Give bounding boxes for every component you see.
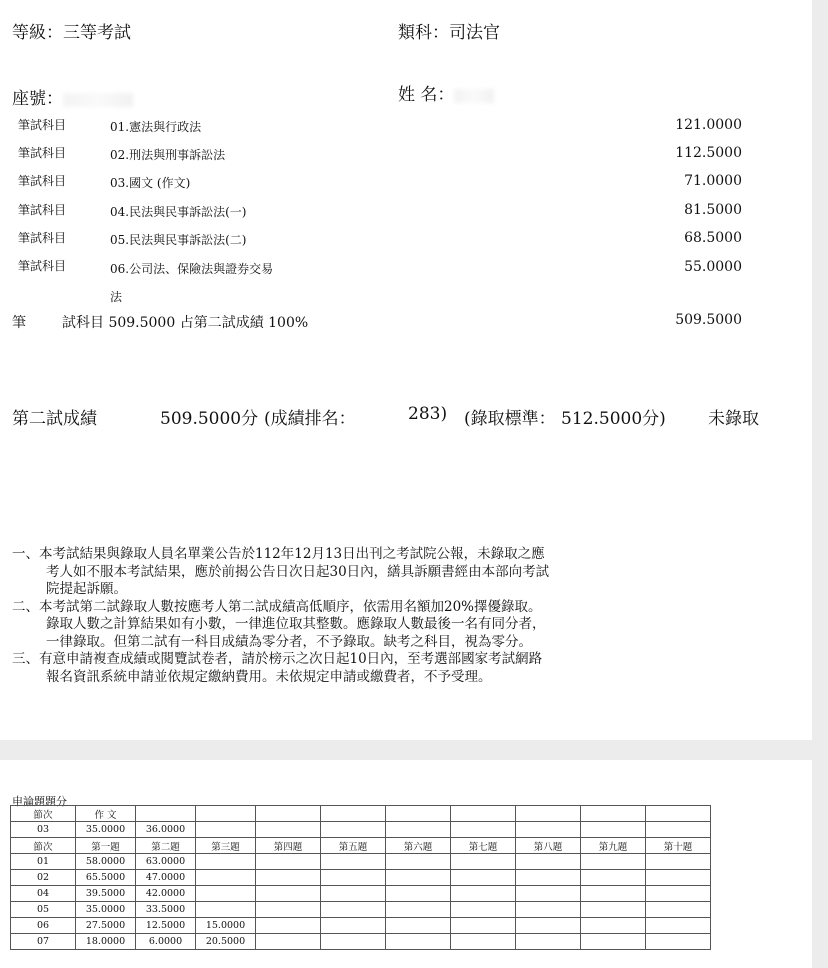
subject-name: 03.國文 (作文)	[110, 176, 191, 190]
table-cell	[256, 934, 321, 950]
table-cell	[321, 934, 386, 950]
table-cell: 01	[11, 854, 76, 870]
table-cell	[196, 854, 256, 870]
table-cell	[646, 822, 711, 838]
table-cell	[451, 806, 516, 822]
table-cell	[321, 886, 386, 902]
table-cell	[386, 822, 451, 838]
table-cell	[646, 934, 711, 950]
table-cell	[321, 854, 386, 870]
subject-score: 121.0000	[675, 117, 742, 133]
table-cell: 35.0000	[76, 822, 136, 838]
table-cell: 05	[11, 902, 76, 918]
table-cell	[451, 870, 516, 886]
table-cell: 03	[11, 822, 76, 838]
subject-name: 04.民法與民事訴訟法(一)	[110, 205, 247, 219]
subject-score: 112.5000	[675, 145, 742, 161]
subject-name: 02.刑法與刑事訴訟法	[110, 148, 226, 162]
table-row	[11, 934, 711, 950]
category-label: 類科：司法官	[398, 23, 500, 43]
second-exam-score: 509.5000分	[160, 409, 259, 429]
table-cell: 6.0000	[136, 934, 196, 950]
table-cell: 35.0000	[76, 902, 136, 918]
table-cell	[196, 870, 256, 886]
subject-score: 55.0000	[684, 259, 742, 275]
table-cell: 第三題	[196, 838, 256, 854]
table-cell: 36.0000	[136, 822, 196, 838]
essay-scores-page	[0, 760, 812, 968]
admission-standard: (錄取標準： 512.5000分)	[464, 409, 666, 429]
essay-title: 申論題題分	[12, 795, 67, 808]
table-cell	[646, 870, 711, 886]
table-cell: 27.5000	[76, 918, 136, 934]
subject-name: 06.公司法、保險法與證券交易	[110, 262, 274, 276]
name-label: 姓 名：	[398, 85, 455, 105]
table-cell	[256, 854, 321, 870]
table-cell	[451, 934, 516, 950]
subject-name-continued: 法	[110, 290, 123, 304]
essay-score-table	[10, 805, 711, 950]
table-row	[11, 838, 711, 854]
table-cell	[321, 822, 386, 838]
table-cell	[581, 854, 646, 870]
table-cell	[451, 918, 516, 934]
table-cell: 第七題	[451, 838, 516, 854]
table-cell	[516, 870, 581, 886]
note-line: 院提起訴願。	[46, 581, 127, 597]
table-cell: 39.5000	[76, 886, 136, 902]
total-score: 509.5000	[675, 312, 742, 328]
table-cell	[581, 934, 646, 950]
seat-number	[12, 84, 133, 109]
table-cell	[516, 854, 581, 870]
table-row	[11, 886, 711, 902]
table-cell: 63.0000	[136, 854, 196, 870]
table-cell	[386, 854, 451, 870]
table-row	[11, 854, 711, 870]
table-cell: 作 文	[76, 806, 136, 822]
result-status: 未錄取	[708, 409, 759, 429]
table-cell	[646, 902, 711, 918]
table-cell	[516, 886, 581, 902]
table-row	[11, 822, 711, 838]
subject-type: 筆試科目	[18, 203, 67, 217]
subject-type: 筆試科目	[18, 174, 67, 188]
table-cell: 第九題	[581, 838, 646, 854]
table-cell	[516, 918, 581, 934]
table-cell	[386, 806, 451, 822]
table-cell	[646, 886, 711, 902]
table-cell: 節次	[11, 838, 76, 854]
table-cell: 02	[11, 870, 76, 886]
rank-value: 283)	[408, 404, 448, 424]
table-cell	[581, 918, 646, 934]
table-cell: 18.0000	[76, 934, 136, 950]
table-cell: 節次	[11, 806, 76, 822]
table-cell: 65.5000	[76, 870, 136, 886]
table-cell: 06	[11, 918, 76, 934]
subject-type: 筆試科目	[18, 118, 67, 132]
table-cell	[256, 902, 321, 918]
table-cell	[516, 934, 581, 950]
table-cell: 15.0000	[196, 918, 256, 934]
table-cell: 47.0000	[136, 870, 196, 886]
table-cell: 第一題	[76, 838, 136, 854]
table-cell	[196, 806, 256, 822]
table-cell	[321, 918, 386, 934]
subject-type: 筆試科目	[18, 259, 67, 273]
table-cell	[516, 822, 581, 838]
redacted-seat	[63, 93, 133, 107]
table-cell	[386, 886, 451, 902]
table-cell	[321, 902, 386, 918]
table-cell	[256, 886, 321, 902]
level-label: 等級：三等考試	[12, 23, 131, 43]
table-cell: 04	[11, 886, 76, 902]
note-line: 一、本考試結果與錄取人員名單業公告於112年12月13日出刊之考試院公報，未錄取之應	[12, 546, 545, 562]
table-cell: 42.0000	[136, 886, 196, 902]
table-cell	[581, 902, 646, 918]
subject-score: 81.5000	[684, 202, 742, 218]
table-cell	[256, 918, 321, 934]
table-row	[11, 870, 711, 886]
subject-name: 05.民法與民事訴訟法(二)	[110, 233, 247, 247]
table-row	[11, 902, 711, 918]
table-cell: 第四題	[256, 838, 321, 854]
rank-label: (成績排名：	[264, 409, 356, 429]
notes	[12, 546, 549, 686]
table-cell	[321, 870, 386, 886]
table-cell: 第十題	[646, 838, 711, 854]
table-cell	[646, 854, 711, 870]
table-cell: 第八題	[516, 838, 581, 854]
table-cell: 第二題	[136, 838, 196, 854]
table-cell: 20.5000	[196, 934, 256, 950]
table-cell	[321, 806, 386, 822]
subject-type: 筆試科目	[18, 231, 67, 245]
table-cell	[646, 806, 711, 822]
table-cell	[581, 886, 646, 902]
subject-score: 68.5000	[684, 230, 742, 246]
table-cell	[386, 870, 451, 886]
table-cell	[581, 822, 646, 838]
second-exam-label: 第二試成績	[12, 409, 97, 429]
total-text: 試科目 509.5000 占第二試成績 100%	[62, 315, 309, 331]
table-cell: 33.5000	[136, 902, 196, 918]
table-cell: 07	[11, 934, 76, 950]
table-row	[11, 806, 711, 822]
table-cell	[196, 822, 256, 838]
note-line: 報名資訊系統申請並依規定繳納費用。未依規定申請或繳費者，不予受理。	[46, 668, 492, 685]
total-prefix: 筆	[12, 315, 26, 331]
table-cell	[256, 870, 321, 886]
subject-score: 71.0000	[684, 173, 742, 189]
table-cell	[451, 822, 516, 838]
table-cell	[451, 902, 516, 918]
table-cell	[386, 934, 451, 950]
table-row	[11, 918, 711, 934]
redacted-name	[454, 89, 494, 103]
table-cell	[256, 806, 321, 822]
note-line: 考人如不服本考試結果，應於前揭公告日次日起30日內，繕具訴願書經由本部向考試	[46, 563, 550, 580]
table-cell: 58.0000	[76, 854, 136, 870]
table-cell	[386, 902, 451, 918]
table-cell	[516, 902, 581, 918]
table-cell	[646, 918, 711, 934]
seat-label: 座號：	[12, 89, 63, 109]
table-cell	[451, 854, 516, 870]
table-cell	[516, 806, 581, 822]
table-cell	[581, 870, 646, 886]
table-cell	[196, 902, 256, 918]
table-cell: 12.5000	[136, 918, 196, 934]
subject-type: 筆試科目	[18, 146, 67, 160]
table-cell: 第五題	[321, 838, 386, 854]
candidate-name	[398, 80, 494, 105]
note-line: 二、本考試第二試錄取人數按應考人第二試成績高低順序，依需用名額加20%擇優錄取。	[12, 598, 542, 615]
subject-name: 01.憲法與行政法	[110, 120, 202, 134]
table-cell	[256, 822, 321, 838]
note-line: 一律錄取。但第二試有一科目成績為零分者，不予錄取。缺考之科目，視為零分。	[46, 633, 532, 650]
table-cell	[451, 886, 516, 902]
table-cell	[136, 806, 196, 822]
table-cell	[386, 918, 451, 934]
table-cell	[581, 806, 646, 822]
note-line: 錄取人數之計算結果如有小數，一律進位取其整數。應錄取人數最後一名有同分者，	[46, 616, 546, 632]
table-cell: 第六題	[386, 838, 451, 854]
note-line: 三、有意申請複查成績或閱覽試卷者，請於榜示之次日起10日內，至考選部國家考試網路	[12, 651, 543, 667]
table-cell	[196, 886, 256, 902]
